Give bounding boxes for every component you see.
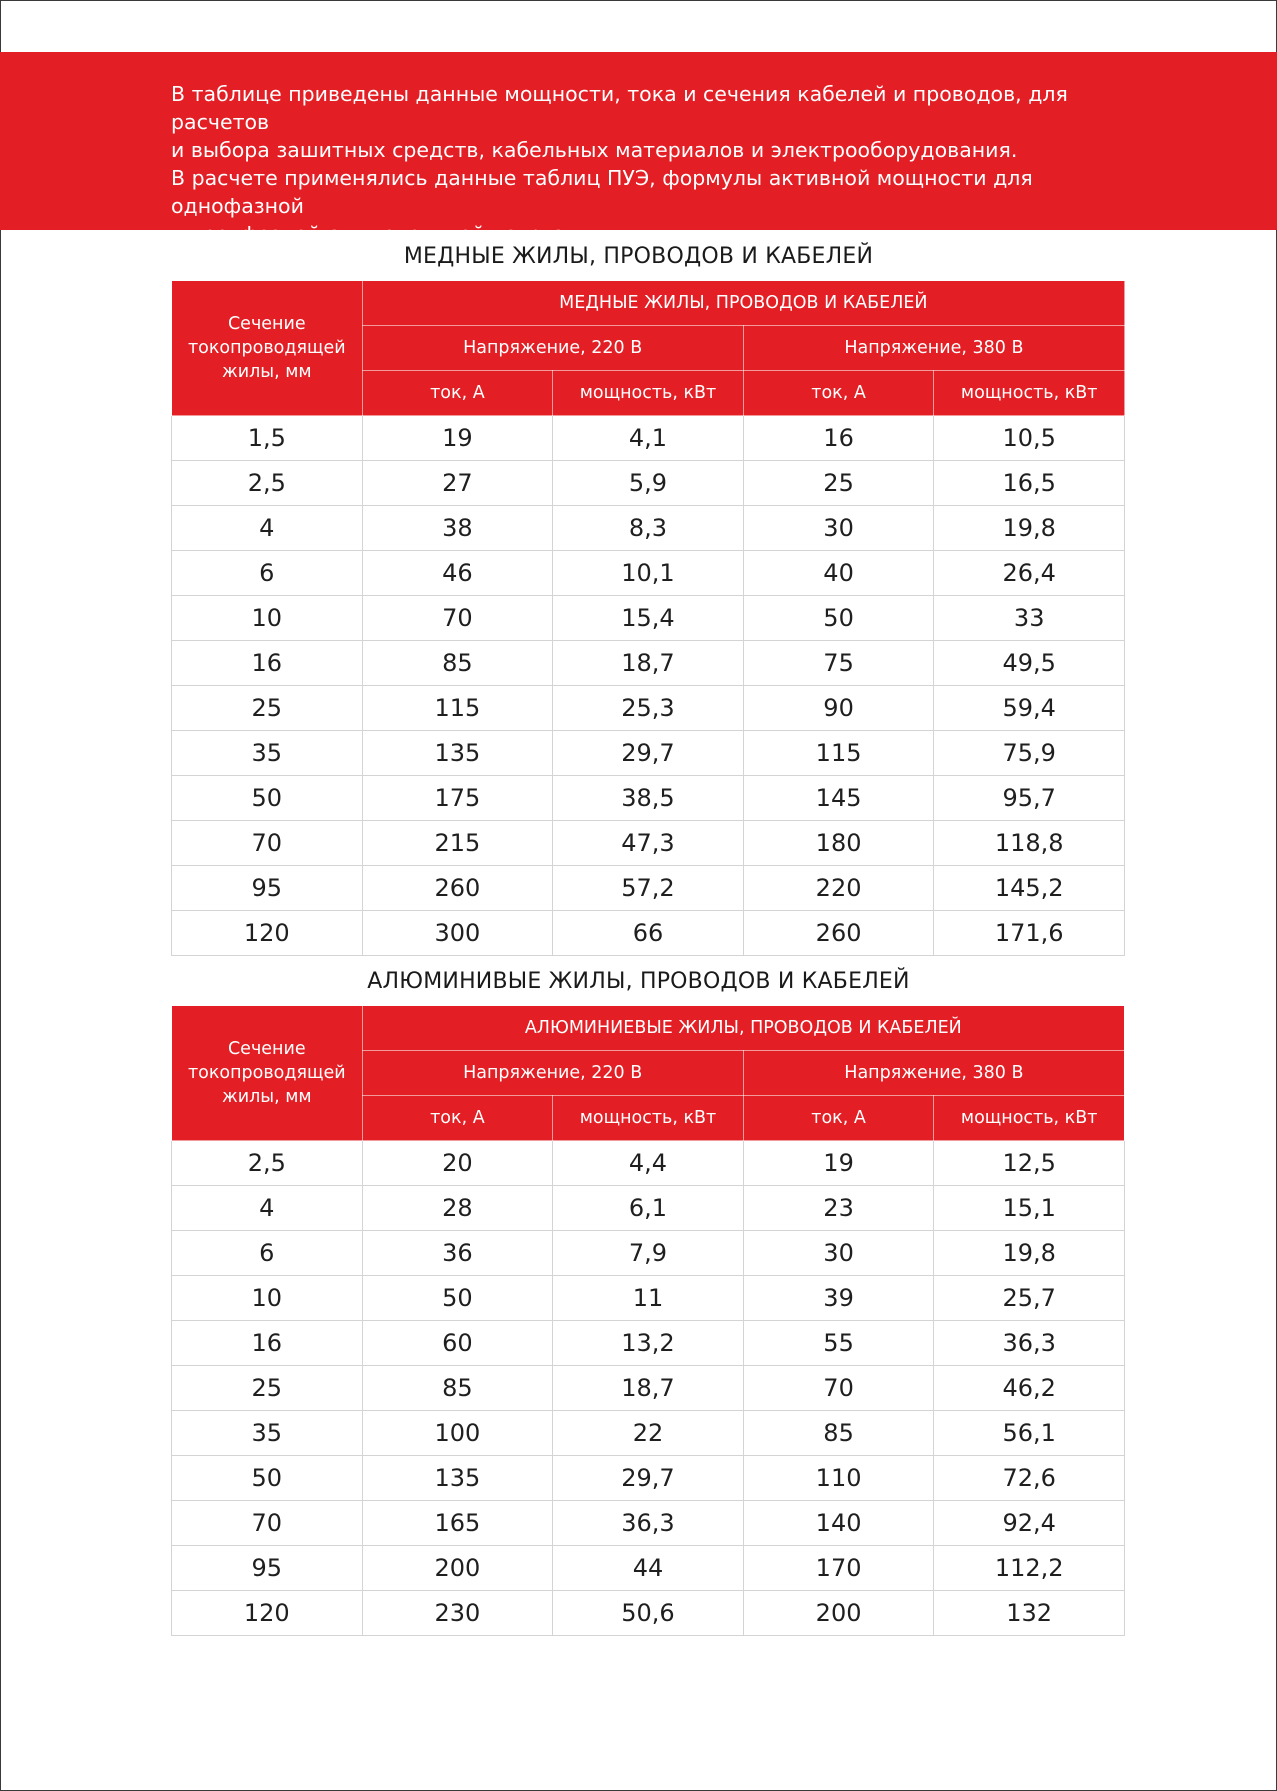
cell-power-220: 38,5: [553, 776, 744, 821]
aluminium-table: [171, 1005, 1125, 1636]
cell-current-380: 30: [743, 506, 934, 551]
copper-table: [171, 280, 1125, 956]
cell-power-380: 36,3: [934, 1321, 1125, 1366]
cell-section: 50: [172, 1456, 363, 1501]
cell-power-380: 10,5: [934, 416, 1125, 461]
cell-current-380: 145: [743, 776, 934, 821]
cell-power-220: 8,3: [553, 506, 744, 551]
header-section: Сечение токопроводящей жилы, мм: [172, 1006, 363, 1141]
cell-current-220: 115: [362, 686, 553, 731]
cell-power-220: 13,2: [553, 1321, 744, 1366]
cell-power-220: 44: [553, 1546, 744, 1591]
cell-section: 16: [172, 1321, 363, 1366]
cell-current-380: 70: [743, 1366, 934, 1411]
cell-current-380: 75: [743, 641, 934, 686]
cell-power-220: 18,7: [553, 1366, 744, 1411]
cell-current-380: 40: [743, 551, 934, 596]
cell-section: 35: [172, 731, 363, 776]
cell-section: 16: [172, 641, 363, 686]
cell-current-220: 175: [362, 776, 553, 821]
cell-current-220: 165: [362, 1501, 553, 1546]
intro-text: [171, 80, 1171, 248]
cell-power-220: 36,3: [553, 1501, 744, 1546]
header-power-380: мощность, кВт: [934, 371, 1125, 416]
cell-current-220: 230: [362, 1591, 553, 1636]
cell-section: 6: [172, 1231, 363, 1276]
cell-power-380: 72,6: [934, 1456, 1125, 1501]
cell-power-220: 18,7: [553, 641, 744, 686]
cell-power-380: 33: [934, 596, 1125, 641]
table-row: [172, 416, 1125, 461]
cell-power-380: 12,5: [934, 1141, 1125, 1186]
table-row: [172, 866, 1125, 911]
header-group: АЛЮМИНИЕВЫЕ ЖИЛЫ, ПРОВОДОВ И КАБЕЛЕЙ: [362, 1006, 1124, 1051]
header-current-220: ток, А: [362, 371, 553, 416]
table-row: [172, 641, 1125, 686]
cell-current-380: 110: [743, 1456, 934, 1501]
cell-section: 4: [172, 506, 363, 551]
table-row: [172, 1411, 1125, 1456]
copper-table-body: [172, 416, 1125, 956]
cell-section: 25: [172, 686, 363, 731]
cell-power-380: 25,7: [934, 1276, 1125, 1321]
cell-power-380: 46,2: [934, 1366, 1125, 1411]
cell-current-380: 260: [743, 911, 934, 956]
cell-power-380: 19,8: [934, 1231, 1125, 1276]
cell-current-220: 200: [362, 1546, 553, 1591]
table-row: [172, 1456, 1125, 1501]
cell-section: 2,5: [172, 461, 363, 506]
table-row: [172, 1231, 1125, 1276]
cell-current-380: 16: [743, 416, 934, 461]
header-current-380: ток, А: [743, 1096, 934, 1141]
aluminium-table-title: АЛЮМИНИВЫЕ ЖИЛЫ, ПРОВОДОВ И КАБЕЛЕЙ: [367, 969, 910, 994]
cell-section: 95: [172, 866, 363, 911]
cell-current-220: 135: [362, 1456, 553, 1501]
cell-current-220: 27: [362, 461, 553, 506]
cell-current-220: 19: [362, 416, 553, 461]
cell-power-380: 15,1: [934, 1186, 1125, 1231]
intro-line: В расчете применялись данные таблиц ПУЭ, формулы активной мощности для однофазной: [171, 166, 1033, 218]
table-row: [172, 461, 1125, 506]
cell-current-220: 60: [362, 1321, 553, 1366]
cell-power-220: 47,3: [553, 821, 744, 866]
cell-power-220: 15,4: [553, 596, 744, 641]
cell-section: 70: [172, 821, 363, 866]
cell-section: 10: [172, 596, 363, 641]
cell-current-380: 115: [743, 731, 934, 776]
cell-power-380: 171,6: [934, 911, 1125, 956]
cell-current-380: 170: [743, 1546, 934, 1591]
cell-section: 120: [172, 1591, 363, 1636]
cell-current-380: 85: [743, 1411, 934, 1456]
cell-current-380: 19: [743, 1141, 934, 1186]
cell-section: 6: [172, 551, 363, 596]
cell-power-220: 5,9: [553, 461, 744, 506]
cell-section: 50: [172, 776, 363, 821]
table-row: [172, 1546, 1125, 1591]
cell-current-380: 90: [743, 686, 934, 731]
cell-power-380: 19,8: [934, 506, 1125, 551]
cell-current-220: 38: [362, 506, 553, 551]
cell-section: 2,5: [172, 1141, 363, 1186]
cell-power-220: 4,4: [553, 1141, 744, 1186]
table-row: [172, 1186, 1125, 1231]
cell-power-380: 145,2: [934, 866, 1125, 911]
aluminium-table-body: [172, 1141, 1125, 1636]
header-voltage-220: Напряжение, 220 В: [362, 326, 743, 371]
copper-table-title: МЕДНЫЕ ЖИЛЫ, ПРОВОДОВ И КАБЕЛЕЙ: [403, 244, 874, 269]
cell-power-220: 6,1: [553, 1186, 744, 1231]
cell-section: 70: [172, 1501, 363, 1546]
intro-line: В таблице приведены данные мощности, тока и сечения кабелей и проводов, для расчетов: [171, 82, 1068, 134]
header-section: Сечение токопроводящей жилы, мм: [172, 281, 363, 416]
cell-current-380: 39: [743, 1276, 934, 1321]
cell-power-380: 112,2: [934, 1546, 1125, 1591]
cell-current-380: 220: [743, 866, 934, 911]
cell-current-220: 50: [362, 1276, 553, 1321]
cell-current-380: 55: [743, 1321, 934, 1366]
cell-power-220: 10,1: [553, 551, 744, 596]
cell-current-220: 260: [362, 866, 553, 911]
header-power-220: мощность, кВт: [553, 371, 744, 416]
cell-section: 10: [172, 1276, 363, 1321]
cell-power-380: 132: [934, 1591, 1125, 1636]
cell-section: 25: [172, 1366, 363, 1411]
cell-current-220: 85: [362, 1366, 553, 1411]
cell-section: 35: [172, 1411, 363, 1456]
cell-current-220: 46: [362, 551, 553, 596]
cell-power-220: 66: [553, 911, 744, 956]
cell-power-380: 56,1: [934, 1411, 1125, 1456]
table-row: [172, 1501, 1125, 1546]
cell-power-220: 25,3: [553, 686, 744, 731]
header-current-380: ток, А: [743, 371, 934, 416]
cell-current-220: 20: [362, 1141, 553, 1186]
table-row: [172, 911, 1125, 956]
cell-power-380: 118,8: [934, 821, 1125, 866]
cell-current-380: 180: [743, 821, 934, 866]
cell-power-380: 49,5: [934, 641, 1125, 686]
cell-current-220: 85: [362, 641, 553, 686]
cell-power-220: 29,7: [553, 731, 744, 776]
cell-power-220: 4,1: [553, 416, 744, 461]
table-row: [172, 821, 1125, 866]
intro-line: и выбора зашитных средств, кабельных материалов и электрооборудования.: [171, 138, 1018, 162]
cell-section: 4: [172, 1186, 363, 1231]
cell-current-220: 36: [362, 1231, 553, 1276]
table-row: [172, 1321, 1125, 1366]
header-voltage-380: Напряжение, 380 В: [743, 326, 1124, 371]
cell-power-220: 11: [553, 1276, 744, 1321]
table-row: [172, 596, 1125, 641]
cell-current-220: 300: [362, 911, 553, 956]
cell-current-380: 200: [743, 1591, 934, 1636]
cell-power-380: 16,5: [934, 461, 1125, 506]
cell-section: 1,5: [172, 416, 363, 461]
cell-section: 95: [172, 1546, 363, 1591]
header-group: МЕДНЫЕ ЖИЛЫ, ПРОВОДОВ И КАБЕЛЕЙ: [362, 281, 1124, 326]
header-voltage-220: Напряжение, 220 В: [362, 1051, 743, 1096]
cell-power-380: 95,7: [934, 776, 1125, 821]
table-row: [172, 686, 1125, 731]
cell-current-220: 100: [362, 1411, 553, 1456]
table-row: [172, 1366, 1125, 1411]
cell-power-220: 22: [553, 1411, 744, 1456]
table-row: [172, 1141, 1125, 1186]
table-row: [172, 551, 1125, 596]
cell-section: 120: [172, 911, 363, 956]
table-row: [172, 1276, 1125, 1321]
cell-power-380: 75,9: [934, 731, 1125, 776]
cell-power-220: 50,6: [553, 1591, 744, 1636]
table-row: [172, 731, 1125, 776]
cell-power-380: 92,4: [934, 1501, 1125, 1546]
cell-current-220: 70: [362, 596, 553, 641]
table-row: [172, 776, 1125, 821]
cell-power-380: 26,4: [934, 551, 1125, 596]
header-power-380: мощность, кВт: [934, 1096, 1125, 1141]
cell-power-220: 57,2: [553, 866, 744, 911]
cell-current-380: 140: [743, 1501, 934, 1546]
cell-power-380: 59,4: [934, 686, 1125, 731]
cell-current-380: 23: [743, 1186, 934, 1231]
cell-current-220: 28: [362, 1186, 553, 1231]
header-current-220: ток, А: [362, 1096, 553, 1141]
header-voltage-380: Напряжение, 380 В: [743, 1051, 1124, 1096]
cell-power-220: 29,7: [553, 1456, 744, 1501]
cell-current-380: 30: [743, 1231, 934, 1276]
cell-current-220: 135: [362, 731, 553, 776]
table-row: [172, 506, 1125, 551]
cell-current-380: 25: [743, 461, 934, 506]
cell-current-220: 215: [362, 821, 553, 866]
table-row: [172, 1591, 1125, 1636]
header-power-220: мощность, кВт: [553, 1096, 744, 1141]
cell-current-380: 50: [743, 596, 934, 641]
intro-line: и трехфазной симметричной нагрузки.: [171, 222, 597, 246]
cell-power-220: 7,9: [553, 1231, 744, 1276]
